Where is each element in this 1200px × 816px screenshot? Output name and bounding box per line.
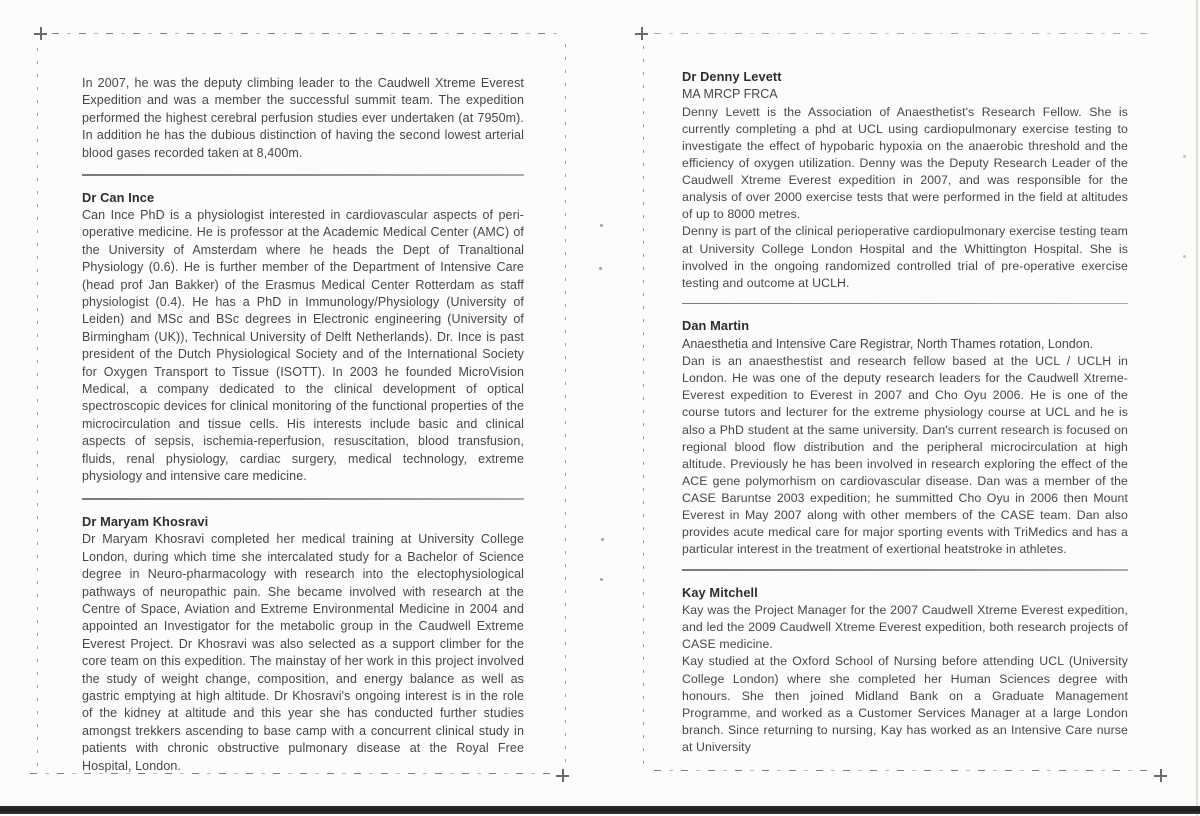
crop-crosshair-icon xyxy=(1154,769,1167,782)
scan-speck xyxy=(600,578,603,581)
crop-line-left-edge xyxy=(37,48,38,766)
scan-speck xyxy=(601,538,604,541)
crop-line-top-left-page xyxy=(52,33,560,34)
crop-line-left-page-right-edge xyxy=(565,44,566,762)
scan-speck xyxy=(600,224,603,227)
heading-kay-mitchell: Kay Mitchell xyxy=(682,584,758,600)
scan-speck xyxy=(1183,255,1186,258)
crop-crosshair-icon xyxy=(556,769,569,782)
heading-dan-martin: Dan Martin xyxy=(682,318,750,334)
crop-line-right-page-left-edge xyxy=(643,46,644,764)
crop-crosshair-icon xyxy=(34,27,47,40)
section-divider xyxy=(82,498,524,500)
page-right xyxy=(682,60,1128,756)
bio-paragraph-dan-martin: Dan is an anaesthestist and research fellow based at the UCL / UCLH in London. He was one of the deputy research leaders for the Caudwell Xtreme-Everest expedition to Everest in 2007 and Cho Oyu 2006. He is one of the course tutors and lecturer for the extreme physiology course at UCL and he is also a PhD student at the same university. Dan's current research is focused on regional blood flow distribution and the peripheral microcirculation at high altitude. Previously he has been involved in research exploring the effect of the ACE gene polymorhism on cardiovascular disease. Dan was a member of the CASE Baruntse 2003 expedition; he summitted Cho Oyu in 2006 then Mount Everest in May 2007 along with other members of the CASE team. Dan also provides acute medical care for major sporting events with TriMedics and has a particular interest in the treatment of exertional heatstroke in athletes. xyxy=(682,354,1128,557)
page-left xyxy=(82,66,524,775)
bio-paragraph-denny-levett: Denny Levett is the Association of Anaesthetist's Research Fellow. She is currently completing a phd at UCL using cardiopulmonary exercise testing to investigate the effect of hypobaric hypoxia on the anaerobic threshold and the efficiency of oxygen utilization. Denny was the Deputy Research Leader of the Caudwell Xtreme Everest expedition in 2007, and was responsible for the analysis of over 2000 exercise tests that were performed in the field at altitudes of up to 8000 metres. xyxy=(682,104,1128,222)
role-dan-martin: Anaesthetia and Intensive Care Registrar, North Thames rotation, London. xyxy=(682,336,1094,351)
crop-line-top-right-page xyxy=(654,33,1152,34)
scan-bottom-band xyxy=(0,806,1200,814)
bio-paragraph-kay-mitchell: Kay studied at the Oxford School of Nursing before attending UCL (University College London) where she completed her Human Sciences degree with honours. She then joined Midland Bank on a Graduate Management Programme, and worked as a Customer Services Manager at a large London branch. Since returning to nursing, Kay has worked as an Intensive Care nurse at University xyxy=(682,654,1128,754)
heading-can-ince: Dr Can Ince xyxy=(82,189,155,205)
heading-maryam-khosravi: Dr Maryam Khosravi xyxy=(82,513,209,529)
section-divider xyxy=(82,174,524,176)
heading-denny-levett: Dr Denny Levett xyxy=(682,69,782,84)
crop-line-bottom-right-page xyxy=(654,770,1150,771)
bio-paragraph-denny-levett: Denny is part of the clinical perioperative cardiopulmonary exercise testing team at University College London Hospital and the Whittington Hospital. She is involved in the ongoing randomized controlled trial of pre-operative exercise testing and outcome at UCLH. xyxy=(682,224,1128,290)
scan-speck xyxy=(599,267,602,270)
bio-paragraph-kay-mitchell: Kay was the Project Manager for the 2007 Caudwell Xtreme Everest expedition, and led the 2009 Caudwell Xtreme Everest expedition, both research projects of CASE medicine. xyxy=(682,603,1128,652)
scan-edge-line xyxy=(1196,0,1198,816)
section-divider xyxy=(682,569,1128,571)
intro-paragraph: In 2007, he was the deputy climbing leader to the Caudwell Xtreme Everest Expedition and was a member the successful summit team. The expedition performed the highest cerebral perfusion studies ever undertaken (at 7950m). In addition he has the dubious distinction of having the second lowest arterial blood gases recorded taken at 8,400m. xyxy=(82,76,524,160)
crop-crosshair-icon xyxy=(635,27,648,40)
credentials-denny-levett: MA MRCP FRCA xyxy=(682,87,778,102)
bio-paragraph-maryam-khosravi: Dr Maryam Khosravi completed her medical training at University College London, during which time she intercalated study for a Bachelor of Science degree in Neuro-pharmacology with research into the electophysiological pathways of neuropathic pain. She became involved with research at the Centre of Space, Aviation and Extreme Environmental Medicine in 2004 and appointed an Investigator for the metabolic group in the Caudwell Extreme Everest Project. Dr Khosravi was also selected as a support climber for the core team on this expedition. The mainstay of her work in this project involved the study of weight change, composition, and energy balance as well as gastric emptying at high altitude. Dr Khosravi's ongoing interest is in the role of the kidney at altitude and this year she has conducted further studies amongst trekkers ascending to base camp with a concurrent clinical study in patients with chronic obstructive pulmonary disease at the Royal Free Hospital, London. xyxy=(82,532,524,773)
section-divider xyxy=(682,303,1128,305)
scan-speck xyxy=(1183,155,1186,158)
bio-paragraph-can-ince: Can Ince PhD is a physiologist interested in cardiovascular aspects of peri-operative medicine. He is professor at the Academic Medical Center (AMC) of the University of Amsterdam where he heads the Dept of Tranaltional Physiology (0.6). He is further member of the Department of Intensive Care (head prof Jan Bakker) of the Erasmus Medical Center Rotterdam as staff physiologist (0.4). He has a PhD in Immunology/Physiology (University of Leiden) and MSc and BSc degrees in Electronic engineering (University of Birmingham (UK)), Technical University of Delft Netherlands). Dr. Ince is past president of the Dutch Physiological Society and of the International Society for Oxygen Transport to Tissue (ISOTT). In 2003 he founded MicroVision Medical, a company dedicated to the clinical development of optical spectroscopic devices for clinical monitoring of the functional properties of the microcirculation and tissue cells. His interests include basic and clinical aspects of sepsis, ischemia-reperfusion, resuscitation, blood transfusion, fluids, renal physiology, cardiac surgery, medical technology, extreme physiology and intensive care medicine. xyxy=(82,207,524,484)
